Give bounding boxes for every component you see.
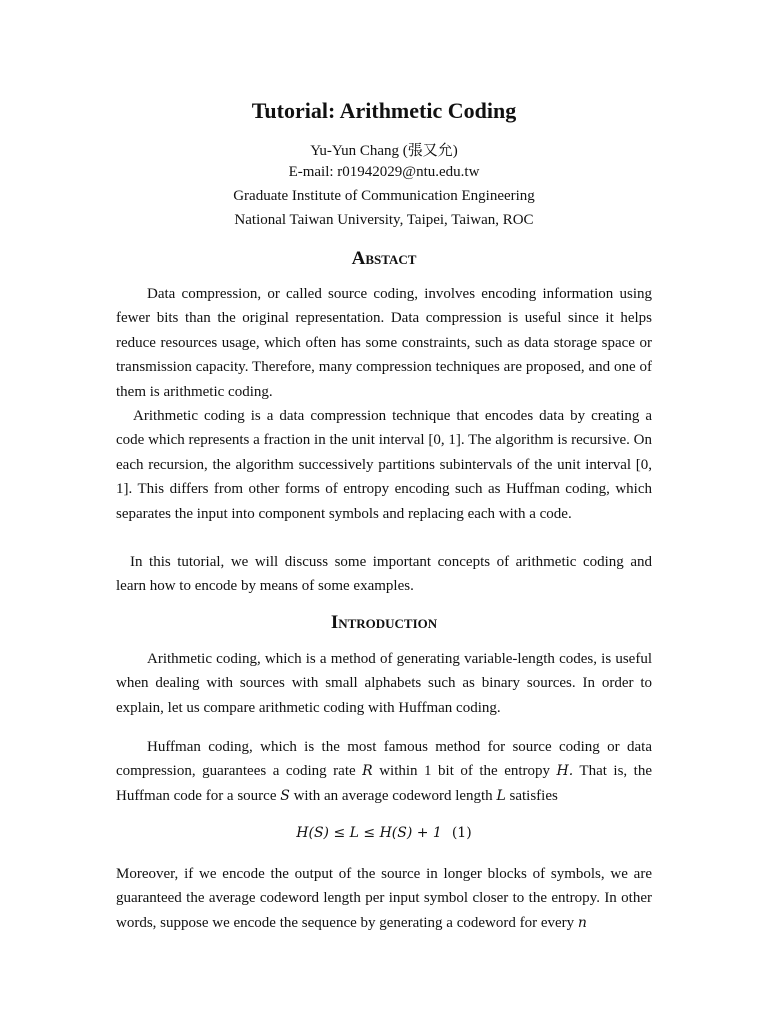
author-email: E-mail: r01942029@ntu.edu.tw xyxy=(288,164,480,180)
introduction-paragraph-3 xyxy=(116,862,652,935)
math-symbol-l: L xyxy=(496,787,506,804)
paper-title: Tutorial: Arithmetic Coding xyxy=(251,98,517,123)
abstract-paragraph-1: Data compression, or called source coding, involves encoding information using fewer bits than the original representation. Data compression is useful since it helps reduce resources usage, which often has some constraints, such as data storage space or transmission capacity. Therefore, many compression techniques are proposed, and one of them is arithmetic coding. xyxy=(116,286,652,400)
abstract-paragraph-3: In this tutorial, we will discuss some important concepts of arithmetic coding and learn how to encode by means of some examples. xyxy=(116,554,652,595)
author-name: Yu-Yun Chang (張又允) xyxy=(310,143,458,159)
paragraph-text: Moreover, if we encode the output of the source in longer blocks of symbols, we are guaranteed the average codeword length per input symbol closer to the entropy. In other words, suppose we encode the sequence by generating a codeword for every xyxy=(116,866,652,931)
paragraph-text: with an average codeword length xyxy=(289,787,497,804)
paragraph-text: Huffman coding, which is the most famous method for source coding or data compression, guarantees a coding rate xyxy=(116,739,652,780)
paragraph-text: That is, the Huffman code for a source xyxy=(116,763,652,804)
paragraph-text: satisfies xyxy=(505,787,558,804)
math-symbol-h: H. xyxy=(556,763,574,780)
abstract-heading: Abstact xyxy=(351,248,417,269)
abstract-paragraph-2: Arithmetic coding is a data compression technique that encodes data by creating a code which represents a fraction in the unit interval [0, 1]. The algorithm is recursive. On each recursion, the algorithm successively partitions subintervals of the unit interval [0, 1]. This differs from other forms of entropy encoding such as Huffman coding, which separates the input into component symbols and replacing each with a code. xyxy=(116,408,652,522)
math-symbol-n: n xyxy=(577,914,587,931)
document-page xyxy=(116,0,652,1024)
introduction-paragraph-1: Arithmetic coding, which is a method of generating variable-length codes, is useful when dealing with sources with small alphabets such as binary sources. In order to explain, let us compare arithmetic coding with Huffman coding. xyxy=(116,651,652,716)
math-symbol-r: R xyxy=(362,763,373,780)
math-symbol-s: S xyxy=(280,787,290,804)
introduction-heading: Introduction xyxy=(330,612,438,633)
paragraph-text: within 1 bit of the entropy xyxy=(372,763,557,780)
author-institute: Graduate Institute of Communication Engineering xyxy=(233,188,535,204)
equation-body: H(S) ≤ L ≤ H(S) + 1 xyxy=(296,825,442,841)
equation-1 xyxy=(116,825,652,842)
equation-number: (1) xyxy=(451,825,472,841)
author-university: National Taiwan University, Taipei, Taiwan, ROC xyxy=(234,212,534,228)
introduction-paragraph-2 xyxy=(116,735,652,808)
